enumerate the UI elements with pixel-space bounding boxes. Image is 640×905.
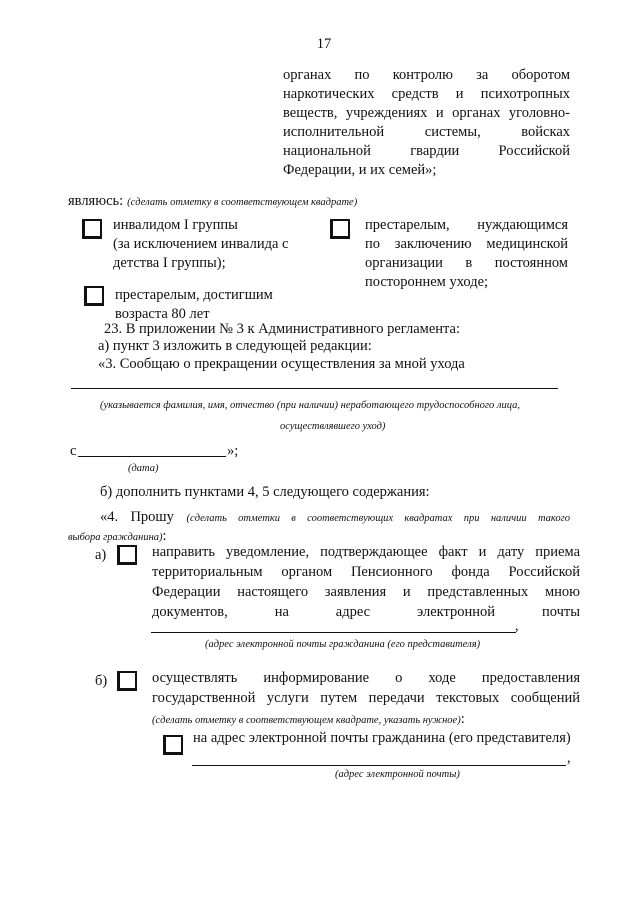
option2-line-3: организации в постоянном <box>365 255 568 271</box>
sub-b-text <box>152 668 580 708</box>
option3-line-1: престарелым, достигшим <box>115 287 273 303</box>
status-heading <box>68 192 357 211</box>
top-line-5: национальной гвардии Российской <box>283 143 570 159</box>
sub-b-hint-row <box>152 710 465 729</box>
item4-intro-colon: : <box>162 528 167 544</box>
caregiver-name-hint-2: осуществлявшего уход) <box>280 421 386 432</box>
status-hint: (сделать отметку в соответствующем квадрате) <box>127 197 358 208</box>
status-label: являюсь: <box>68 193 124 209</box>
top-line-4: исполнительной системы, войсках <box>283 124 570 140</box>
checkbox-sms-info[interactable] <box>117 671 137 691</box>
top-continuation-block <box>283 66 570 180</box>
checkbox-elderly-care[interactable] <box>330 219 350 239</box>
item23-line-2: а) пункт 3 изложить в следующей редакции: <box>98 338 372 354</box>
date-line[interactable] <box>78 456 226 457</box>
top-line-1: органах по контролю за оборотом <box>283 67 570 83</box>
top-line-3: веществ, учреждениях и органах уголовно- <box>283 105 570 121</box>
checkbox-elderly-80[interactable] <box>84 286 104 306</box>
option-disabled-group1 <box>113 216 313 273</box>
sub-a-text <box>152 542 580 622</box>
item4-intro-hint-2: выбора гражданина) <box>68 532 163 543</box>
option3-line-2: возраста 80 лет <box>115 306 210 322</box>
applicant-email-line[interactable] <box>151 632 516 633</box>
sub-a-label: а) <box>95 547 107 563</box>
option1-line-1: инвалидом I группы <box>113 217 238 233</box>
sub-a-line-3: Федерации настоящего заявления и представленных мною <box>152 584 580 600</box>
option2-line-4: постороннем уходе; <box>365 274 489 290</box>
sub-a-line-1: направить уведомление, подтверждающее факт и дату приема <box>152 544 580 560</box>
option2-line-2: по заключению медицинской <box>365 236 568 252</box>
option-elderly-80 <box>115 286 315 324</box>
email-option-text: на адрес электронной почты гражданина (его представителя) <box>193 730 571 746</box>
checkbox-notify-email[interactable] <box>117 545 137 565</box>
sub-b-hint: (сделать отметку в соответствующем квадрате, указать нужное) <box>152 715 461 726</box>
item-b-text: б) дополнить пунктами 4, 5 следующего содержания: <box>100 484 430 500</box>
sub-a-line-2: территориальным органом Пенсионного фонда Российской <box>152 564 580 580</box>
option1-line-2: (за исключением инвалида с <box>113 236 289 252</box>
sub-b-label: б) <box>95 673 108 689</box>
item23-line-1: 23. В приложении № 3 к Административного регламента: <box>104 321 461 337</box>
caregiver-name-line[interactable] <box>71 388 558 389</box>
sub-b-line-1: осуществлять информирование о ходе предоставления <box>152 670 580 686</box>
top-line-2: наркотических средств и психотропных <box>283 86 570 102</box>
top-line-6: Федерации, и их семей»; <box>283 162 437 178</box>
date-suffix: »; <box>227 443 239 459</box>
option1-line-3: детства I группы); <box>113 255 226 271</box>
checkbox-email-option[interactable] <box>163 735 183 755</box>
sub-b-line-2: государственной услуги путем передачи текстовых сообщений <box>152 690 580 706</box>
date-prefix: с <box>70 443 77 459</box>
email-option-line[interactable] <box>192 765 566 766</box>
option2-line-1: престарелым, нуждающимся <box>365 217 568 233</box>
sub-a-line-4: документов, на адрес электронной почты <box>152 604 580 620</box>
checkbox-disabled-group1[interactable] <box>82 219 102 239</box>
item4-intro-start: «4. Прошу <box>100 509 174 525</box>
applicant-email-suffix: , <box>515 618 519 634</box>
applicant-email-hint: (адрес электронной почты гражданина (его представителя) <box>205 639 481 650</box>
sub-b-hint-colon: : <box>460 711 465 727</box>
email-option-hint: (адрес электронной почты) <box>335 769 460 780</box>
date-hint: (дата) <box>128 463 159 474</box>
item23-line-3: «3. Сообщаю о прекращении осуществления за мной ухода <box>98 356 465 372</box>
email-option-suffix: , <box>567 750 571 766</box>
item4-intro-hint-1: (сделать отметки в соответствующих квадратах при наличии такого <box>186 513 571 524</box>
item4-intro <box>100 508 570 527</box>
option-elderly-care <box>365 216 568 292</box>
caregiver-name-hint-1: (указывается фамилия, имя, отчество (при наличии) неработающего трудоспособного лица, <box>100 400 520 411</box>
page-number: 17 <box>316 36 332 52</box>
